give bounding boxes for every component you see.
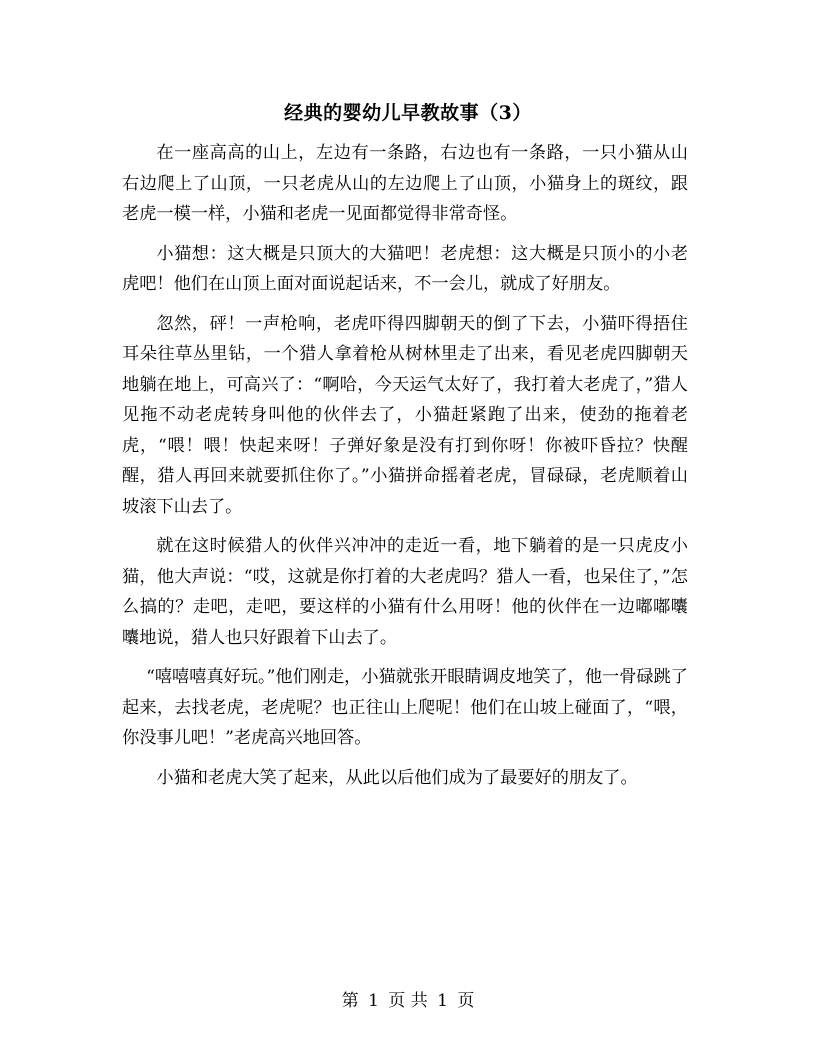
footer-prefix: 第 xyxy=(341,991,359,1011)
footer-total-pages: 1 xyxy=(437,991,448,1011)
paragraph-5: “嘻嘻嘻真好玩。”他们刚走，小猫就张开眼睛调皮地笑了，他一骨碌跳了起来，去找老虎，老虎呢？也正往山上爬呢！他们在山坡上碰面了，“喂，你没事儿吧！”老虎高兴地回答。 xyxy=(122,667,688,748)
paragraph-6: 小猫和老虎大笑了起来，从此以后他们成为了最要好的朋友了。 xyxy=(156,767,638,788)
paragraph-1: 在一座高高的山上，左边有一条路，右边也有一条路，一只小猫从山右边爬上了山顶，一只老虎从山的左边爬上了山顶，小猫身上的斑纹，跟老虎一模一样，小猫和老虎一见面都觉得非常奇怪。 xyxy=(122,143,688,224)
footer-middle: 页 共 xyxy=(388,991,428,1011)
page-footer xyxy=(0,986,816,1011)
paragraph-2: 小猫想：这大概是只顶大的大猫吧！老虎想：这大概是只顶小的小老虎吧！他们在山顶上面对面说起话来，不一会儿，就成了好朋友。 xyxy=(122,243,688,294)
document-title: 经典的婴幼儿早教故事（3） xyxy=(284,102,532,124)
document-body xyxy=(122,138,688,802)
footer-suffix: 页 xyxy=(457,991,475,1011)
paragraph-4: 就在这时候猎人的伙伴兴冲冲的走近一看，地下躺着的是一只虎皮小猫，他大声说：“哎，这就是你打着的大老虎吗？猎人一看，也呆住了，”怎么搞的？走吧，走吧，要这样的小猫有什么用呀！他的伙伴在一边嘟嘟囔囔地说，猎人也只好跟着下山去了。 xyxy=(122,536,688,648)
footer-page-number: 1 xyxy=(368,991,379,1011)
paragraph-3: 忽然，砰！一声枪响，老虎吓得四脚朝天的倒了下去，小猫吓得捂住耳朵往草丛里钻，一个猎人拿着枪从树林里走了出来，看见老虎四脚朝天地躺在地上，可高兴了：“啊哈，今天运气太好了，我打着大老虎了，”猎人见拖不动老虎转身叫他的伙伴去了，小猫赶紧跑了出来，使劲的拖着老虎，“喂！喂！快起来呀！子弹好象是没有打到你呀！你被吓昏拉？快醒醒，猎人再回来就要抓住你了。”小猫拼命摇着老虎，冒碌碌，老虎顺着山坡滚下山去了。 xyxy=(122,313,688,517)
